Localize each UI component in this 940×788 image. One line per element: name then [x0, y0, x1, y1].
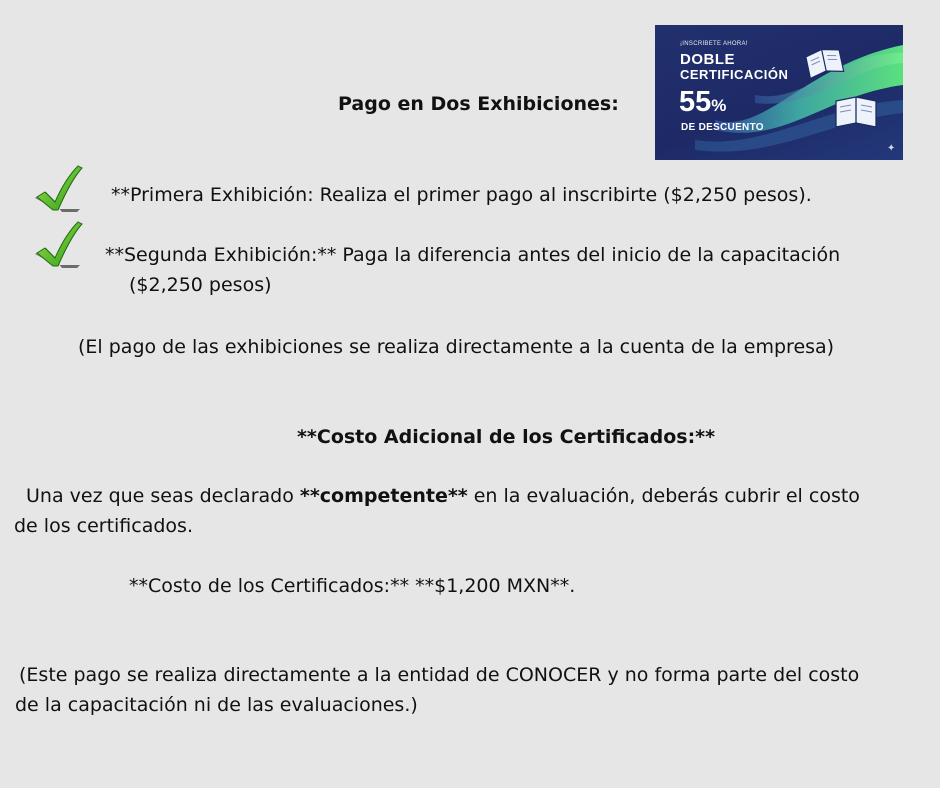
- banner-small-text: ¡INSCRÍBETE AHORA!: [680, 41, 748, 47]
- item-primera-exhibicion: **Primera Exhibición: Realiza el primer pago al inscribirte ($2,250 pesos).: [111, 184, 812, 206]
- item-segunda-exhibicion-line1: **Segunda Exhibición:** Paga la diferencia antes del inicio de la capacitación: [105, 244, 841, 266]
- note-exhibiciones: (El pago de las exhibiciones se realiza directamente a la cuenta de la empresa): [78, 336, 835, 358]
- item-segunda-exhibicion-line2: ($2,250 pesos): [129, 274, 272, 296]
- banner-percent-number: 55: [679, 86, 712, 118]
- promo-banner[interactable]: [655, 25, 903, 160]
- banner-descuento: DE DESCUENTO: [681, 122, 764, 133]
- costo-certificados: **Costo de los Certificados:** **$1,200 MXN**.: [129, 575, 576, 597]
- sparkle-icon: ✦: [887, 143, 896, 154]
- competente-line2: de los certificados.: [14, 515, 193, 537]
- note-conocer-line1: (Este pago se realiza directamente a la entidad de CONOCER y no forma parte del costo: [19, 664, 860, 686]
- competente-after: en la evaluación, deberás cubrir el costo: [467, 485, 860, 507]
- competente-line1: [26, 481, 860, 511]
- banner-percent-sign: %: [711, 96, 727, 115]
- check-icon: [32, 220, 84, 272]
- banner-certificacion: CERTIFICACIÓN: [680, 67, 789, 82]
- check-icon: [32, 164, 84, 216]
- heading-pago: Pago en Dos Exhibiciones:: [338, 93, 619, 115]
- book-icon: [836, 97, 876, 127]
- competente-before: Una vez que seas declarado: [26, 485, 300, 507]
- competente-bold: **competente**: [299, 485, 468, 507]
- heading-costo-adicional: **Costo Adicional de los Certificados:**: [297, 426, 716, 448]
- banner-percent: [679, 86, 726, 122]
- banner-doble: DOBLE: [680, 51, 735, 68]
- note-conocer-line2: de la capacitación ni de las evaluaciones.): [15, 694, 418, 716]
